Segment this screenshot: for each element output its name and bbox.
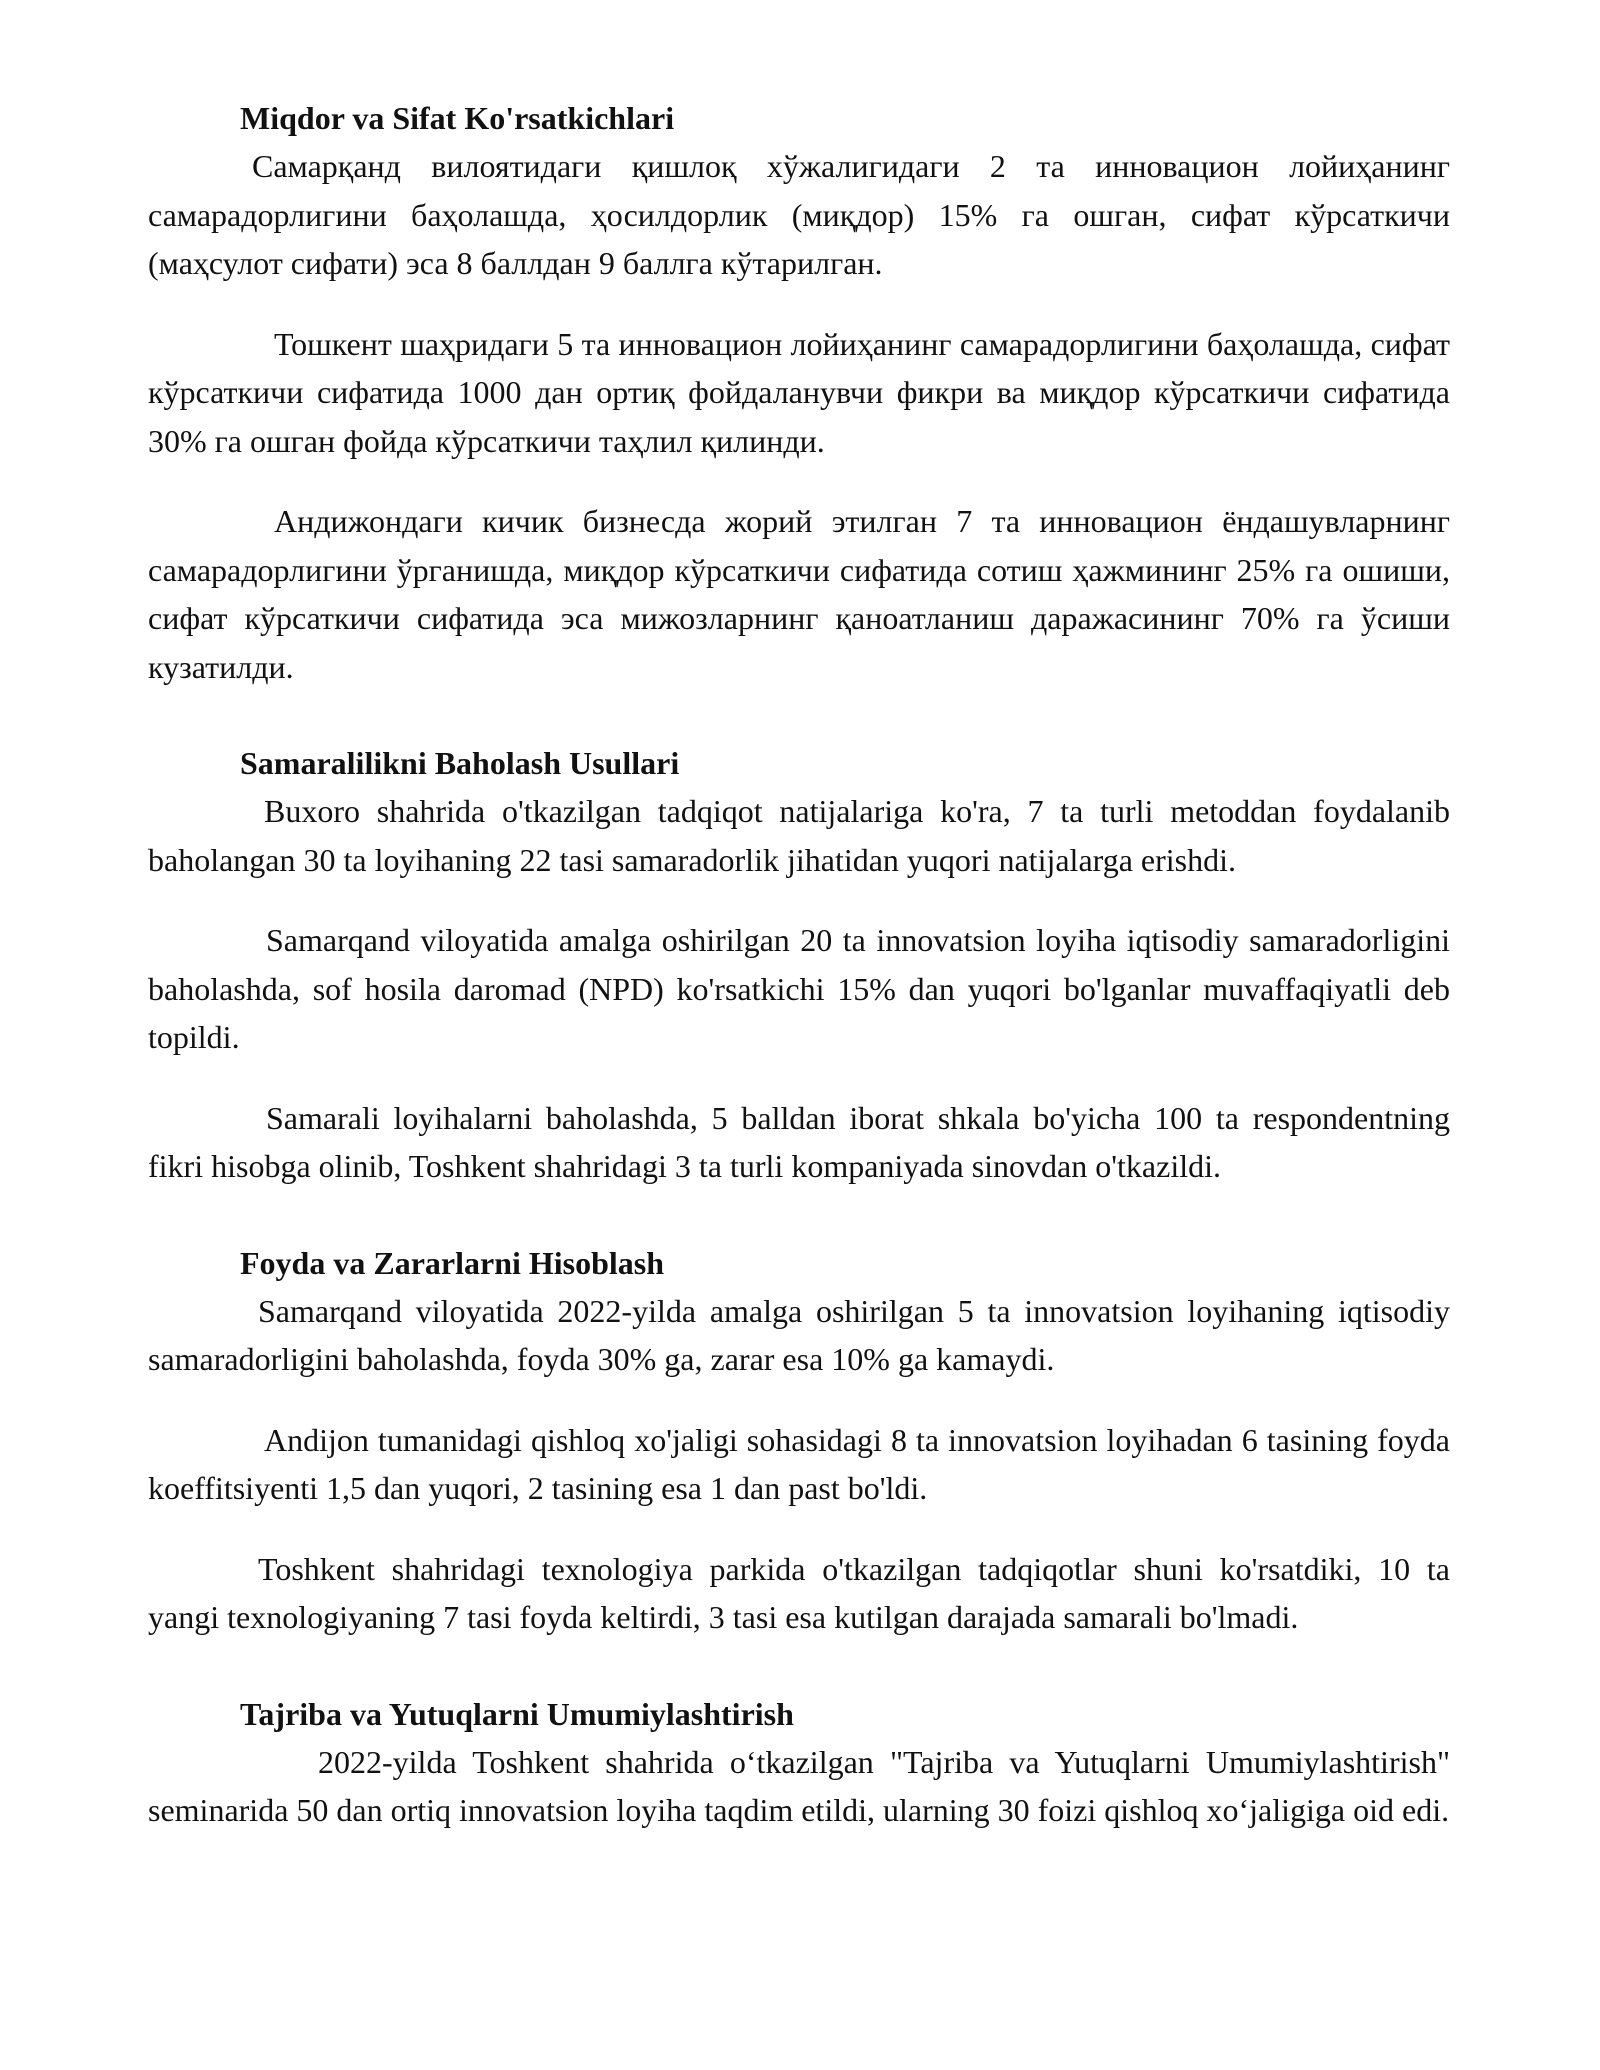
section-heading: Miqdor va Sifat Ko'rsatkichlari xyxy=(240,100,675,136)
paragraph: Samarqand viloyatida amalga oshirilgan 20 ta innovatsion loyiha iqtisodiy samaradorligini baholashda, sof hosila daromad (NPD) ko'rsatkichi 15% dan yuqori bo'lganlar muvaffaqiyatli deb topildi. xyxy=(148,922,1450,1055)
paragraph: Samarqand viloyatida 2022-yilda amalga oshirilgan 5 ta innovatsion loyihaning iqtisodiy samaradorligini baholashda, foyda 30% ga, zarar esa 10% ga kamaydi. xyxy=(148,1292,1450,1377)
document-page xyxy=(148,94,1450,1835)
paragraph: Andijon tumanidagi qishloq xo'jaligi sohasidagi 8 ta innovatsion loyihadan 6 tasining foyda koeffitsiyenti 1,5 dan yuqori, 2 tasining esa 1 dan past bo'ldi. xyxy=(148,1421,1450,1506)
section-heading: Samaralilikni Baholash Usullari xyxy=(240,745,680,781)
paragraph: Toshkent shahridagi texnologiya parkida o'tkazilgan tadqiqotlar shuni ko'rsatdiki, 10 ta yangi texnologiyaning 7 tasi foyda keltirdi, 3 tasi esa kutilgan darajada samarali bo'lmadi. xyxy=(148,1550,1450,1635)
section-experience-summary xyxy=(148,1690,1450,1835)
paragraph: Тошкент шаҳридаги 5 та инновацион лойиҳанинг самарадорлигини баҳолашда, сифат кўрсаткичи сифатида 1000 дан ортиқ фойдаланувчи фикри ва миқдор кўрсаткичи сифатида 30% га ошган фойда кўрсаткичи таҳлил қилинди. xyxy=(148,325,1450,459)
paragraph: Самарқанд вилоятидаги қишлоқ хўжалигидаги 2 та инновацион лойиҳанинг самарадорлигини баҳолашда, ҳосилдорлик (миқдор) 15% га ошган, сифат кўрсаткичи (маҳсулот сифати) эса 8 баллдан 9 баллга кўтарилган. xyxy=(148,148,1450,281)
section-heading: Foyda va Zararlarni Hisoblash xyxy=(240,1244,665,1281)
section-profit-loss xyxy=(148,1239,1450,1642)
paragraph: Samarali loyihalarni baholashda, 5 balldan iborat shkala bo'yicha 100 ta respondentning fikri hisobga olinib, Toshkent shahridagi 3 ta turli kompaniyada sinovdan o'tkazildi. xyxy=(148,1099,1450,1184)
section-evaluation-methods xyxy=(148,739,1450,1191)
section-heading: Tajriba va Yutuqlarni Umumiylashtirish xyxy=(240,1695,794,1732)
section-quantity-quality xyxy=(148,94,1450,691)
paragraph: Buxoro shahrida o'tkazilgan tadqiqot natijalariga ko'ra, 7 ta turli metoddan foydalanib baholangan 30 ta loyihaning 22 tasi samaradorlik jihatidan yuqori natijalarga erishdi. xyxy=(148,793,1450,878)
paragraph: Андижондаги кичик бизнесда жорий этилган 7 та инновацион ёндашувларнинг самарадорлигини ўрганишда, миқдор кўрсаткичи сифатида сотиш ҳажмининг 25% га ошиши, сифат кўрсаткичи сифатида эса мижозларнинг қаноатланиш даражасининг 70% га ўсиши кузатилди. xyxy=(148,503,1450,685)
paragraph: 2022-yilda Toshkent shahrida oʻtkazilgan "Tajriba va Yutuqlarni Umumiylashtirish" seminarida 50 dan ortiq innovatsion loyiha taqdim etildi, ularning 30 foizi qishloq xoʻjaligiga oid edi. xyxy=(148,1743,1450,1828)
